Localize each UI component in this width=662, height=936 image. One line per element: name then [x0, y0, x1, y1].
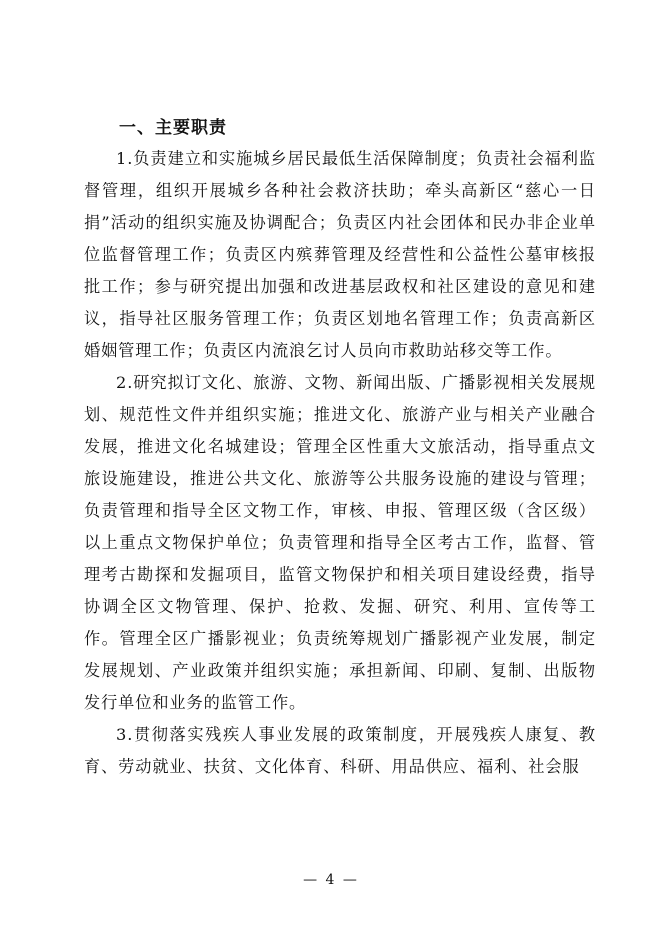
paragraph-2: 2.研究拟订文化、旅游、文物、新闻出版、广播影视相关发展规划、规范性文件并组织实施；推进文化、旅游产业与相关产业融合发展，推进文化名城建设；管理全区性重大文旅活动，指导重点文旅设施建设，推进公共文化、旅游等公共服务设施的建设与管理；负责管理和指导全区文物工作，审核、申报、管理区级（含区级）以上重点文物保护单位；负责管理和指导全区考古工作，监督、管理考古勘探和发掘项目，监管文物保护和相关项目建设经费，指导协调全区文物管理、保护、抢救、发掘、研究、利用、宣传等工作。管理全区广播影视业；负责统筹规划广播影视产业发展，制定发展规划、产业政策并组织实施；承担新闻、印刷、复制、出版物发行单位和业务的监管工作。	[84, 373, 596, 712]
paragraph-1: 1.负责建立和实施城乡居民最低生活保障制度；负责社会福利监督管理，组织开展城乡各种社会救济扶助；牵头高新区“慈心一日捐”活动的组织实施及协调配合；负责区内社会团体和民办非企业单位监督管理工作；负责区内殡葬管理及经营性和公益性公墓审核报批工作；参与研究提出加强和改进基层政权和社区建设的意见和建议，指导社区服务管理工作；负责区划地名管理工作；负责高新区婚姻管理工作；负责区内流浪乞讨人员向市救助站移交等工作。	[84, 149, 596, 360]
paragraph-3: 3.贯彻落实残疾人事业发展的政策制度，开展残疾人康复、教育、劳动就业、扶贫、文化体育、科研、用品供应、福利、社会服	[84, 725, 596, 776]
section-heading: 一、主要职责	[119, 118, 227, 138]
body-text	[84, 143, 596, 783]
page-number: — 4 —	[303, 872, 359, 888]
